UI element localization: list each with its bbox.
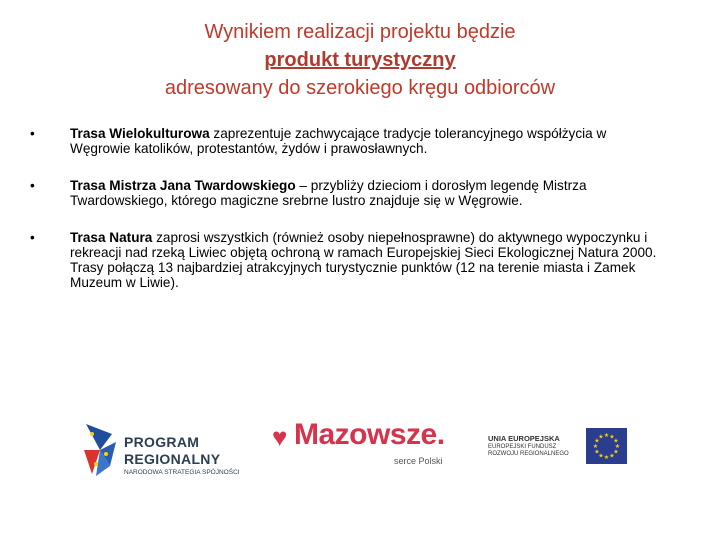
eu-star-icon: ★ bbox=[594, 449, 600, 456]
title-line-3: adresowany do szerokiego kręgu odbiorców bbox=[164, 77, 556, 99]
bullet-heading: Trasa Natura bbox=[70, 230, 153, 245]
program-text: PROGRAM bbox=[124, 434, 200, 450]
eu-line-3: ROZWOJU REGIONALNEGO bbox=[488, 451, 569, 457]
eu-line-1: UNIA EUROPEJSKA bbox=[488, 434, 560, 443]
eu-logo bbox=[486, 428, 630, 468]
bullet-heading: Trasa Wielokulturowa bbox=[70, 126, 210, 141]
title-line-1: Wynikiem realizacji projektu będzie bbox=[204, 21, 516, 43]
title-line-2: produkt turystyczny bbox=[264, 49, 456, 71]
serce-polski-text: serce Polski bbox=[394, 456, 443, 466]
program-regionalny-icon bbox=[82, 420, 120, 480]
eu-flag-icon bbox=[586, 428, 627, 464]
eu-star-icon: ★ bbox=[592, 444, 599, 450]
mazowsze-wordmark: Mazowsze. bbox=[294, 418, 445, 451]
eu-star-icon: ★ bbox=[609, 453, 615, 460]
eu-star-icon: ★ bbox=[609, 434, 615, 441]
bullet-text: zaprosi wszystkich (również osoby niepełnosprawne) do aktywnego wypoczynku i rekreacji nad rzeką Liwiec objętą ochroną w ramach Europejskiej Sieci Ekologicznej Natura 2000. Trasy połączą 13 najbardziej atrakcyjnych turystycznie punktów (12 na terenie miasta i Zamek Muzeum w Liwie). bbox=[70, 230, 657, 290]
eu-star-icon: ★ bbox=[598, 434, 604, 441]
eu-star-icon: ★ bbox=[613, 438, 619, 445]
eu-line-2: EUROPEJSKI FUNDUSZ bbox=[488, 444, 557, 450]
eu-star-icon: ★ bbox=[603, 455, 610, 461]
eu-star-icon: ★ bbox=[613, 449, 619, 456]
bullet-icon: • bbox=[30, 126, 35, 141]
mazowsze-logo bbox=[272, 418, 452, 478]
list-item bbox=[30, 230, 670, 290]
bullet-text: zaprezentuje zachwycające tradycje tolerancyjnego współżycia w Węgrowie katolików, protestantów, żydów i prawosławnych. bbox=[70, 126, 607, 156]
eu-star-icon: ★ bbox=[594, 438, 600, 445]
list-item bbox=[30, 126, 670, 156]
list-item bbox=[30, 178, 670, 208]
heart-icon: ♥ bbox=[272, 422, 288, 452]
bullet-heading: Trasa Mistrza Jana Twardowskiego bbox=[70, 178, 296, 193]
logo-bar bbox=[0, 410, 720, 490]
eu-star-icon: ★ bbox=[614, 444, 621, 450]
program-regionalny-logo bbox=[82, 420, 252, 480]
eu-star-icon: ★ bbox=[603, 433, 610, 439]
eu-star-icon: ★ bbox=[598, 453, 604, 460]
bullet-icon: • bbox=[30, 178, 35, 193]
strategia-text: NARODOWA STRATEGIA SPÓJNOŚCI bbox=[124, 469, 240, 476]
slide-title bbox=[0, 18, 720, 102]
regionalny-text: REGIONALNY bbox=[124, 451, 221, 467]
bullet-list bbox=[30, 126, 670, 312]
bullet-icon: • bbox=[30, 230, 35, 245]
bullet-text: – przybliży dzieciom i dorosłym legendę Mistrza Twardowskiego, którego magiczne srebrne lustro znajduje się w Węgrowie. bbox=[70, 178, 587, 208]
